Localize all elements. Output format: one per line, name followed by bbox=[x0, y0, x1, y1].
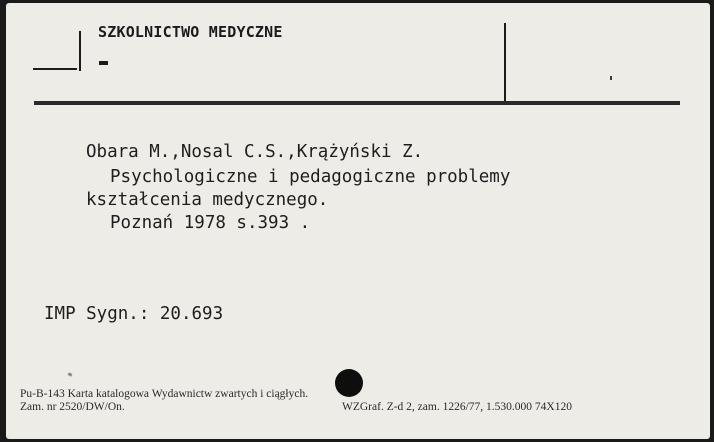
footer-print-line-1: Pu-B-143 Karta katalogowa Wydawnictw zwartych i ciągłych. bbox=[20, 388, 309, 400]
title-line-2: kształcenia medycznego. bbox=[86, 190, 329, 210]
footer-print-line-2-left: Zam. nr 2520/DW/On. bbox=[20, 401, 125, 413]
subject-heading: SZKOLNICTWO MEDYCZNE bbox=[98, 23, 283, 41]
header-horizontal-tick bbox=[33, 68, 77, 70]
publication-line: Poznań 1978 s.393 . bbox=[110, 213, 311, 233]
call-number: IMP Sygn.: 20.693 bbox=[44, 304, 224, 324]
punch-hole bbox=[335, 369, 363, 397]
catalog-card bbox=[6, 3, 710, 439]
authors-line: Obara M.,Nosal C.S.,Krążyński Z. bbox=[86, 142, 424, 162]
scuff-mark bbox=[68, 372, 73, 377]
header-divider bbox=[504, 23, 506, 103]
header-rule bbox=[34, 101, 680, 105]
footer-print-line-2-right: WZGraf. Z-d 2, zam. 1226/77, 1.530.000 74X120 bbox=[342, 401, 572, 413]
title-line-1: Psychologiczne i pedagogiczne problemy bbox=[110, 167, 511, 187]
stray-mark bbox=[610, 76, 612, 80]
subject-dash bbox=[99, 61, 108, 65]
header-vertical-rule bbox=[79, 31, 81, 71]
